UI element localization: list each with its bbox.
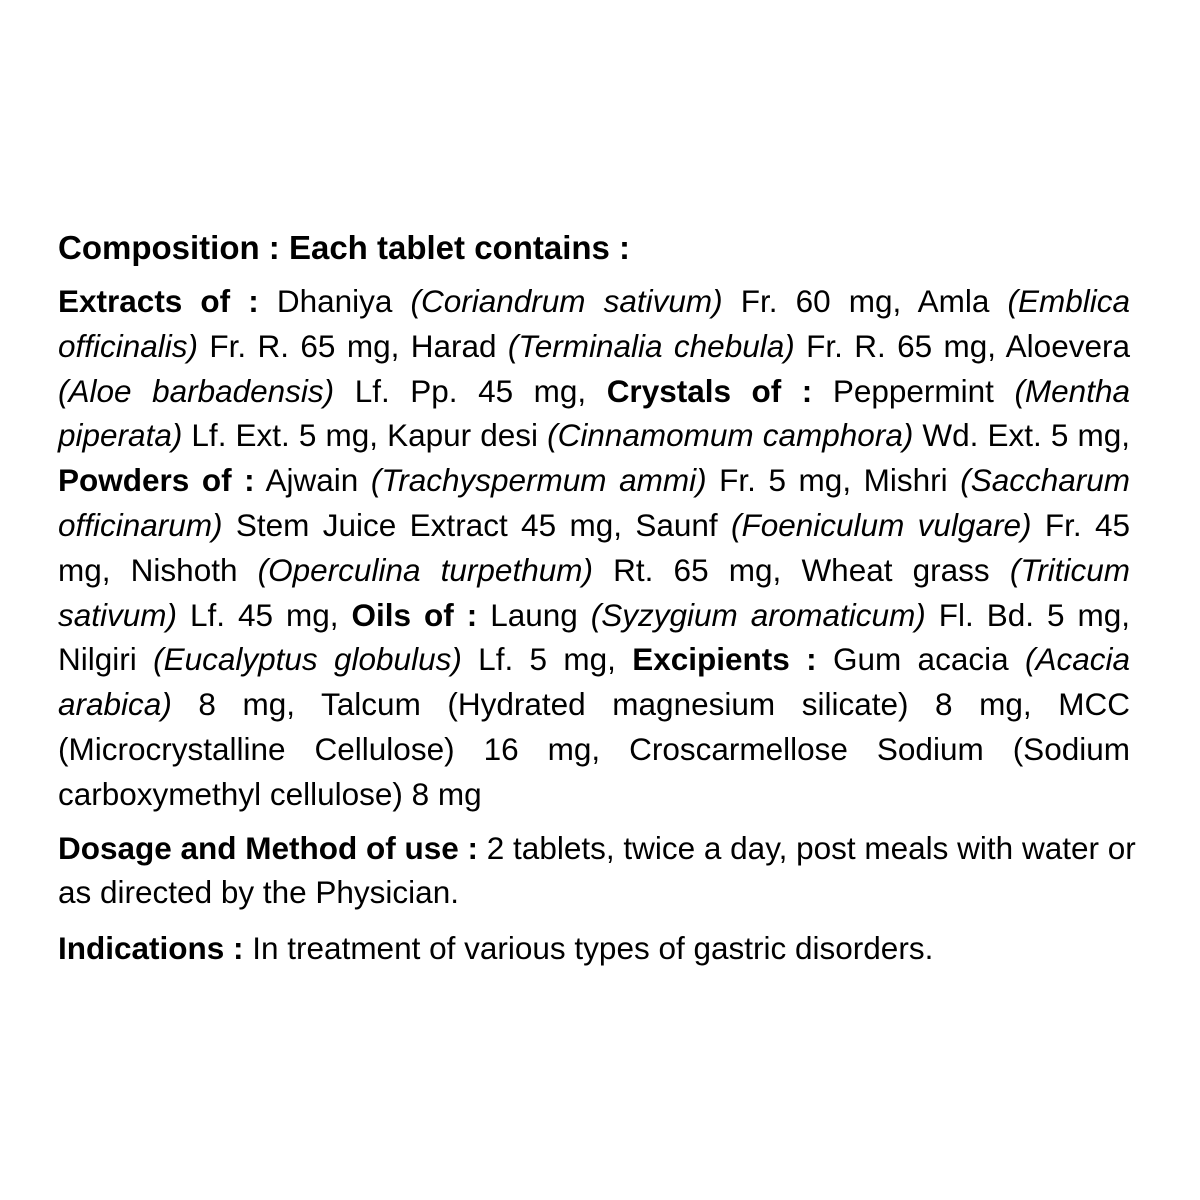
- ingredient-text: Laung: [477, 596, 591, 633]
- composition-heading: Composition : Each tablet contains :: [58, 229, 631, 266]
- botanical-name: (Eucalyptus globulus): [153, 641, 462, 678]
- ingredient-text: Gum acacia: [816, 641, 1025, 678]
- ingredient-text: Fr. 60 mg, Amla: [722, 283, 1008, 319]
- ingredient-text: Lf. Pp. 45 mg,: [334, 372, 607, 409]
- dosage-text: 2 tablets, twice a day, post meals with water or as directed by the Physician.: [58, 830, 1136, 910]
- botanical-name: (Acacia arabica): [58, 641, 1130, 723]
- botanical-name: (Foeniculum vulgare): [731, 506, 1032, 543]
- botanical-name: (Triticum sativum): [58, 551, 1130, 633]
- botanical-name: (Syzygium aromaticum): [590, 596, 926, 633]
- botanical-name: (Trachyspermum ammi): [370, 462, 707, 499]
- dosage-paragraph: [58, 826, 1138, 914]
- indications-paragraph: [58, 926, 1138, 970]
- botanical-name: (Aloe barbadensis): [58, 372, 335, 409]
- section-label: Oils of :: [351, 596, 478, 633]
- ingredient-text: Fr. 5 mg, Mishri: [706, 462, 961, 499]
- ingredient-text: Fl. Bd. 5 mg, Nilgiri: [58, 596, 1131, 678]
- section-label: Crystals of :: [606, 372, 813, 409]
- botanical-name: (Cinnamomum camphora): [547, 417, 914, 454]
- ingredient-text: Fr. 45 mg, Nishoth: [58, 506, 1130, 588]
- ingredient-text: Fr. R. 65 mg, Aloevera: [794, 327, 1130, 364]
- section-label: Excipients :: [632, 641, 817, 678]
- section-label: Extracts of :: [58, 283, 259, 319]
- ingredient-text: Lf. 5 mg,: [461, 641, 633, 678]
- ingredient-text: Lf. Ext. 5 mg, Kapur desi: [182, 417, 548, 454]
- composition-paragraph: [58, 279, 1130, 817]
- botanical-name: (Emblica officinalis): [58, 283, 1130, 364]
- ingredient-text: Fr. R. 65 mg, Harad: [198, 327, 508, 364]
- ingredient-text: Lf. 45 mg,: [177, 596, 352, 633]
- section-label: Powders of :: [58, 462, 255, 499]
- botanical-name: (Coriandrum sativum): [410, 283, 723, 319]
- ingredient-text: Ajwain: [254, 462, 371, 499]
- ingredient-text: Dhaniya: [258, 283, 411, 319]
- ingredient-text: 8 mg, Talcum (Hydrated magnesium silicate) 8 mg, MCC (Microcrystalline Cellulose) 16 mg, Croscarmellose Sodium (Sodium carboxymethyl cellulose) 8 mg: [58, 686, 1130, 812]
- ingredient-text: Wd. Ext. 5 mg,: [913, 417, 1130, 454]
- botanical-name: (Saccharum officinarum): [58, 462, 1131, 543]
- ingredient-text: Stem Juice Extract 45 mg, Saunf: [222, 506, 731, 543]
- indications-text: In treatment of various types of gastric disorders.: [243, 930, 934, 966]
- botanical-name: (Mentha piperata): [58, 372, 1130, 454]
- botanical-name: (Terminalia chebula): [507, 327, 795, 364]
- ingredient-text: Rt. 65 mg, Wheat grass: [592, 551, 1010, 588]
- indications-label: Indications :: [58, 930, 244, 966]
- botanical-name: (Operculina turpethum): [257, 551, 593, 588]
- ingredient-text: Peppermint: [812, 372, 1015, 409]
- dosage-label: Dosage and Method of use :: [58, 830, 479, 866]
